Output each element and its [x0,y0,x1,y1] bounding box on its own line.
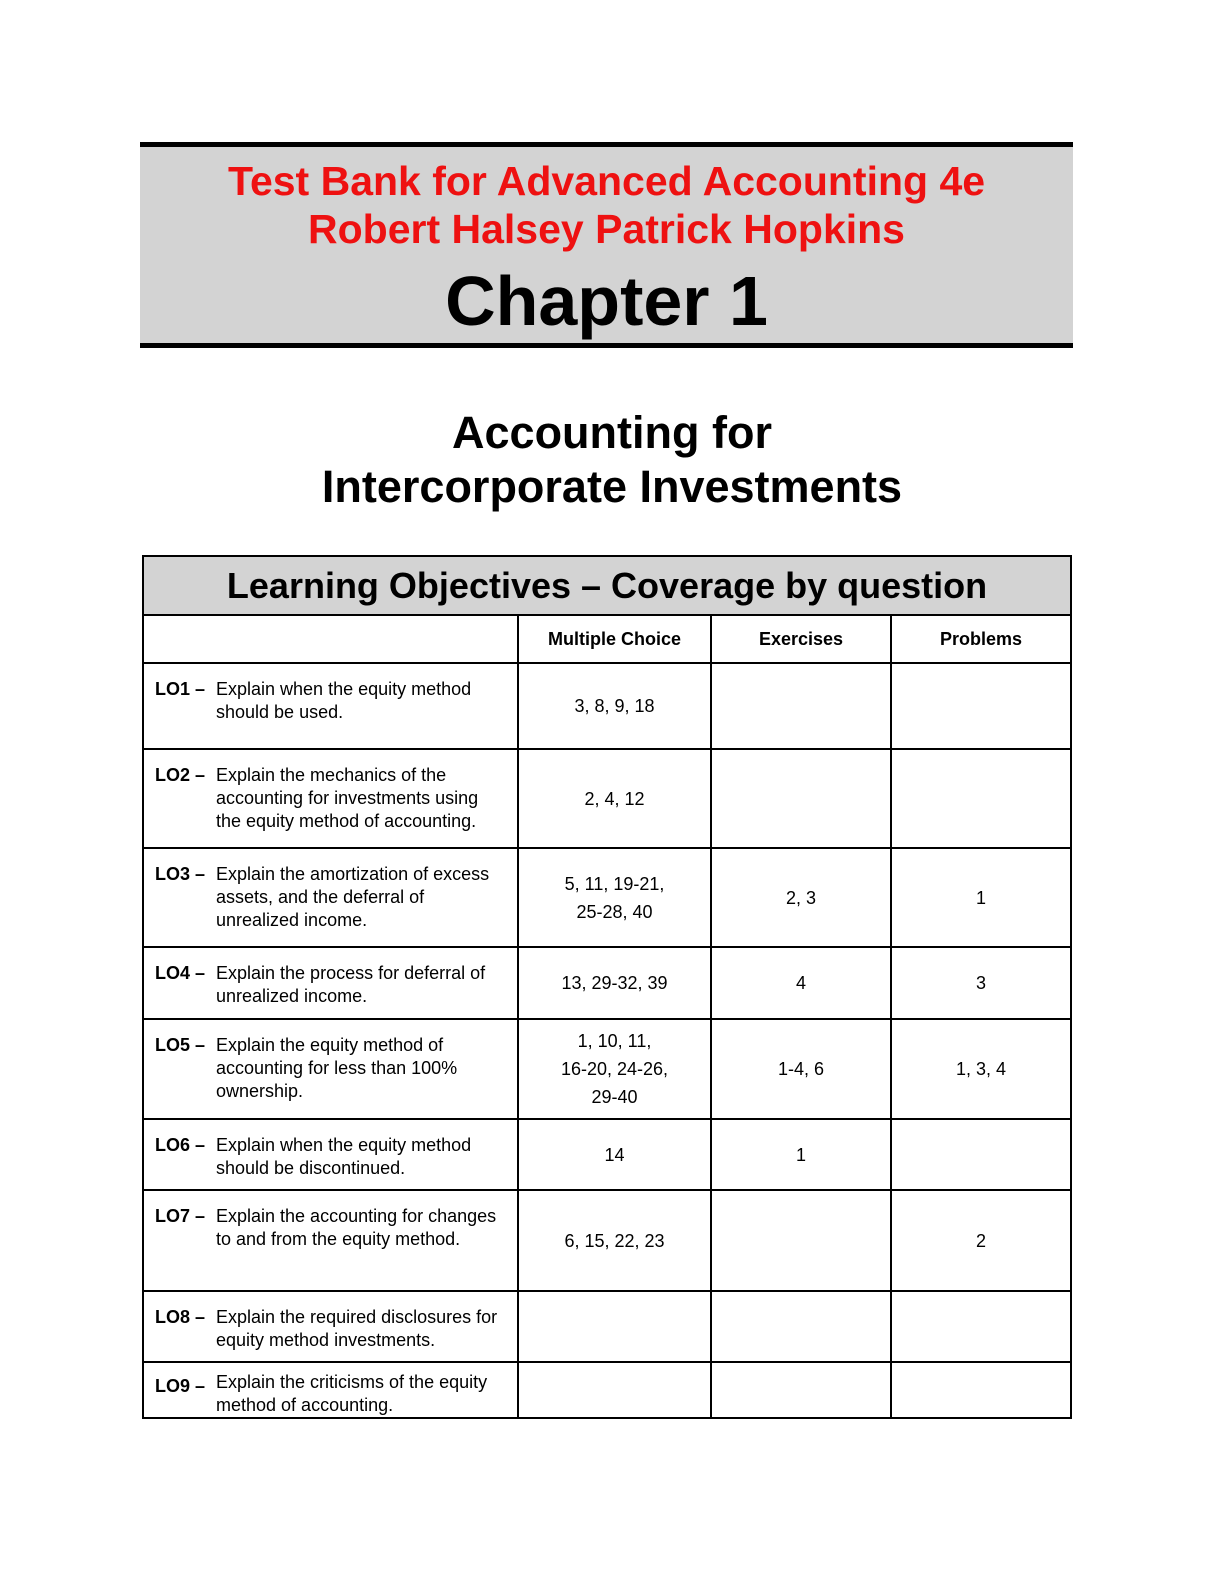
objective-description: Explain when the equity method should be discontinued. [216,1135,472,1178]
multiple-choice-line: 13, 29-32, 39 [561,973,668,993]
objective-cell [143,1019,518,1119]
table-row [143,1119,1071,1190]
objective-cell [143,1119,518,1190]
objective-wrapper [144,849,517,932]
problems-cell [891,663,1071,749]
objective-cell [143,1362,518,1418]
table-row [143,1190,1071,1291]
multiple-choice-line: 29-40 [591,1087,638,1107]
objective-description: Explain when the equity method should be used. [216,679,472,722]
table-row [143,1362,1071,1418]
objective-description: Explain the required disclosures for equity method investments. [216,1307,498,1350]
multiple-choice-cell [518,1291,711,1362]
objective-wrapper [144,1020,517,1103]
multiple-choice-line: 3, 8, 9, 18 [574,696,655,716]
objective-description: Explain the equity method of accounting for less than 100% ownership. [216,1035,458,1101]
exercises-cell [711,1362,891,1418]
column-header-objective [143,615,518,663]
problems-cell [891,749,1071,848]
objective-description: Explain the criticisms of the equity method of accounting. [216,1372,488,1415]
objective-description: Explain the process for deferral of unrealized income. [216,963,486,1006]
multiple-choice-line: 6, 15, 22, 23 [564,1230,665,1251]
multiple-choice-line: 5, 11, 19-21, [564,873,665,894]
multiple-choice-cell [518,1019,711,1119]
table-heading: Learning Objectives – Coverage by question [143,556,1071,615]
objective-description: Explain the amortization of excess assets, and the deferral of unrealized income. [216,864,490,930]
objective-code: LO2 – [155,765,206,785]
problems-cell [891,1291,1071,1362]
objective-code: LO6 – [155,1135,206,1155]
objective-code: LO5 – [155,1035,206,1055]
multiple-choice-cell [518,947,711,1019]
multiple-choice-cell [518,1190,711,1291]
column-header-exercises: Exercises [711,615,891,663]
problems-cell: 1, 3, 4 [891,1019,1071,1119]
problems-cell: 3 [891,947,1071,1019]
objective-code: LO8 – [155,1307,206,1327]
exercises-cell [711,1291,891,1362]
column-header-multiple-choice: Multiple Choice [518,615,711,663]
multiple-choice-line: 25-28, 40 [576,901,653,922]
exercises-cell: 4 [711,947,891,1019]
problems-cell [891,1119,1071,1190]
objective-wrapper [144,664,517,724]
multiple-choice-line: 14 [604,1144,625,1165]
exercises-cell [711,663,891,749]
column-header-problems: Problems [891,615,1071,663]
multiple-choice-cell [518,1119,711,1190]
title-banner [140,142,1073,348]
title-line-2: Robert Halsey Patrick Hopkins [308,206,905,252]
table-row [143,749,1071,848]
multiple-choice-cell [518,1362,711,1418]
exercises-cell: 2, 3 [711,848,891,947]
objective-cell [143,1190,518,1291]
objective-code: LO3 – [155,864,206,884]
multiple-choice-cell [518,749,711,848]
table-row [143,947,1071,1019]
table-row [143,663,1071,749]
objective-code: LO9 – [155,1376,206,1396]
chapter-heading: Chapter 1 [445,262,768,340]
objective-cell [143,1291,518,1362]
objective-code: LO1 – [155,679,206,699]
multiple-choice-cell [518,663,711,749]
multiple-choice-line: 1, 10, 11, [577,1031,652,1051]
objective-wrapper [144,1367,517,1417]
table-row [143,1291,1071,1362]
exercises-cell [711,1190,891,1291]
objective-wrapper [144,1120,517,1180]
learning-objectives-table [142,555,1072,1419]
table-body [143,663,1071,1418]
title-line-1: Test Bank for Advanced Accounting 4e [227,158,986,204]
multiple-choice-line: 16-20, 24-26, [560,1059,669,1079]
problems-cell: 1 [891,848,1071,947]
table-row [143,848,1071,947]
chapter-subtitle-line-1: Accounting for [452,407,772,458]
objective-description: Explain the accounting for changes to and from the equity method. [216,1206,497,1249]
problems-cell [891,1362,1071,1418]
multiple-choice-cell [518,848,711,947]
exercises-cell [711,749,891,848]
multiple-choice-line: 2, 4, 12 [584,788,645,809]
objective-wrapper [144,750,517,833]
exercises-cell: 1 [711,1119,891,1190]
objective-code: LO4 – [155,963,206,983]
table-row [143,1019,1071,1119]
objective-cell [143,663,518,749]
objective-cell [143,947,518,1019]
objective-description: Explain the mechanics of the accounting for investments using the equity method of accounting. [216,765,479,831]
objective-wrapper [144,948,517,1008]
objective-wrapper [144,1191,517,1251]
objective-wrapper [144,1292,517,1352]
problems-cell: 2 [891,1190,1071,1291]
exercises-cell: 1-4, 6 [711,1019,891,1119]
objective-cell [143,749,518,848]
objective-code: LO7 – [155,1206,206,1226]
chapter-subtitle-line-2: Intercorporate Investments [321,461,903,512]
objective-cell [143,848,518,947]
